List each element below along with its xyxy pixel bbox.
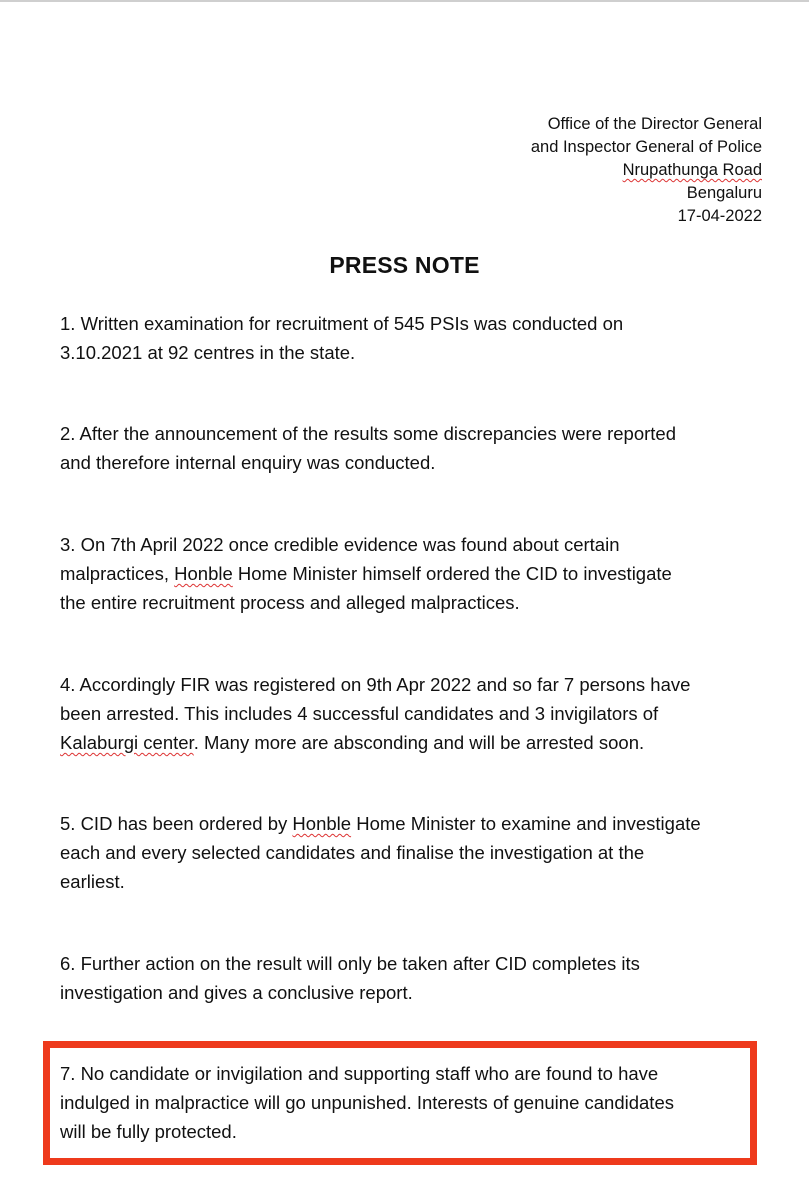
paragraph-line: 4. Accordingly FIR was registered on 9th Apr 2022 and so far 7 persons have	[60, 674, 691, 695]
text-run-misspelled: Kalaburgi center	[60, 732, 194, 753]
paragraph-line: the entire recruitment process and alleged malpractices.	[60, 592, 520, 613]
paragraph-2	[60, 419, 765, 477]
text-run-misspelled: Honble	[174, 563, 233, 584]
paragraph-line: indulged in malpractice will go unpunished. Interests of genuine candidates	[60, 1092, 674, 1113]
text-run: 5. CID has been ordered by	[60, 813, 293, 834]
paragraph-line: investigation and gives a conclusive report.	[60, 982, 413, 1003]
paragraph-line: earliest.	[60, 871, 125, 892]
paragraph-line: each and every selected candidates and finalise the investigation at the	[60, 842, 645, 863]
letterhead-address	[531, 113, 762, 228]
paragraph-1	[60, 309, 765, 367]
paragraph-5	[60, 809, 765, 896]
document-title: PRESS NOTE	[329, 252, 480, 278]
letterhead-office: Office of the Director General	[547, 115, 762, 133]
letterhead-date: 17-04-2022	[677, 207, 762, 225]
top-border	[0, 0, 809, 2]
paragraph-6	[60, 949, 765, 1007]
paragraph-line: been arrested. This includes 4 successful candidates and 3 invigilators of	[60, 703, 659, 724]
text-run-misspelled: Honble	[292, 813, 352, 834]
text-run: Home Minister to examine and investigate	[351, 813, 701, 834]
paragraph-line: will be fully protected.	[60, 1121, 237, 1142]
paragraph-4	[60, 670, 765, 757]
paragraph-line	[60, 809, 765, 838]
paragraph-3	[60, 530, 765, 617]
text-run: . Many more are absconding and will be arrested soon.	[193, 732, 645, 753]
letterhead-street	[531, 159, 762, 182]
text-run: Home Minister himself ordered the CID to investigate	[232, 563, 672, 584]
paragraph-line: 3. On 7th April 2022 once credible evidence was found about certain	[60, 534, 620, 555]
letterhead-department: and Inspector General of Police	[530, 138, 762, 156]
paragraph-line: 6. Further action on the result will only be taken after CID completes its	[60, 953, 640, 974]
paragraph-line: and therefore internal enquiry was conducted.	[60, 452, 436, 473]
paragraph-7	[60, 1059, 765, 1146]
paragraph-line: 1. Written examination for recruitment of 545 PSIs was conducted on	[60, 313, 624, 334]
paragraph-line: 7. No candidate or invigilation and supporting staff who are found to have	[60, 1063, 659, 1084]
paragraph-line	[60, 559, 765, 588]
letterhead-street-name: Nrupathunga Road	[622, 161, 762, 179]
letterhead-city: Bengaluru	[686, 184, 762, 202]
text-run: malpractices,	[60, 563, 175, 584]
paragraph-line: 3.10.2021 at 92 centres in the state.	[60, 342, 356, 363]
paragraph-line	[60, 728, 765, 757]
paragraph-line: 2. After the announcement of the results some discrepancies were reported	[60, 423, 676, 444]
